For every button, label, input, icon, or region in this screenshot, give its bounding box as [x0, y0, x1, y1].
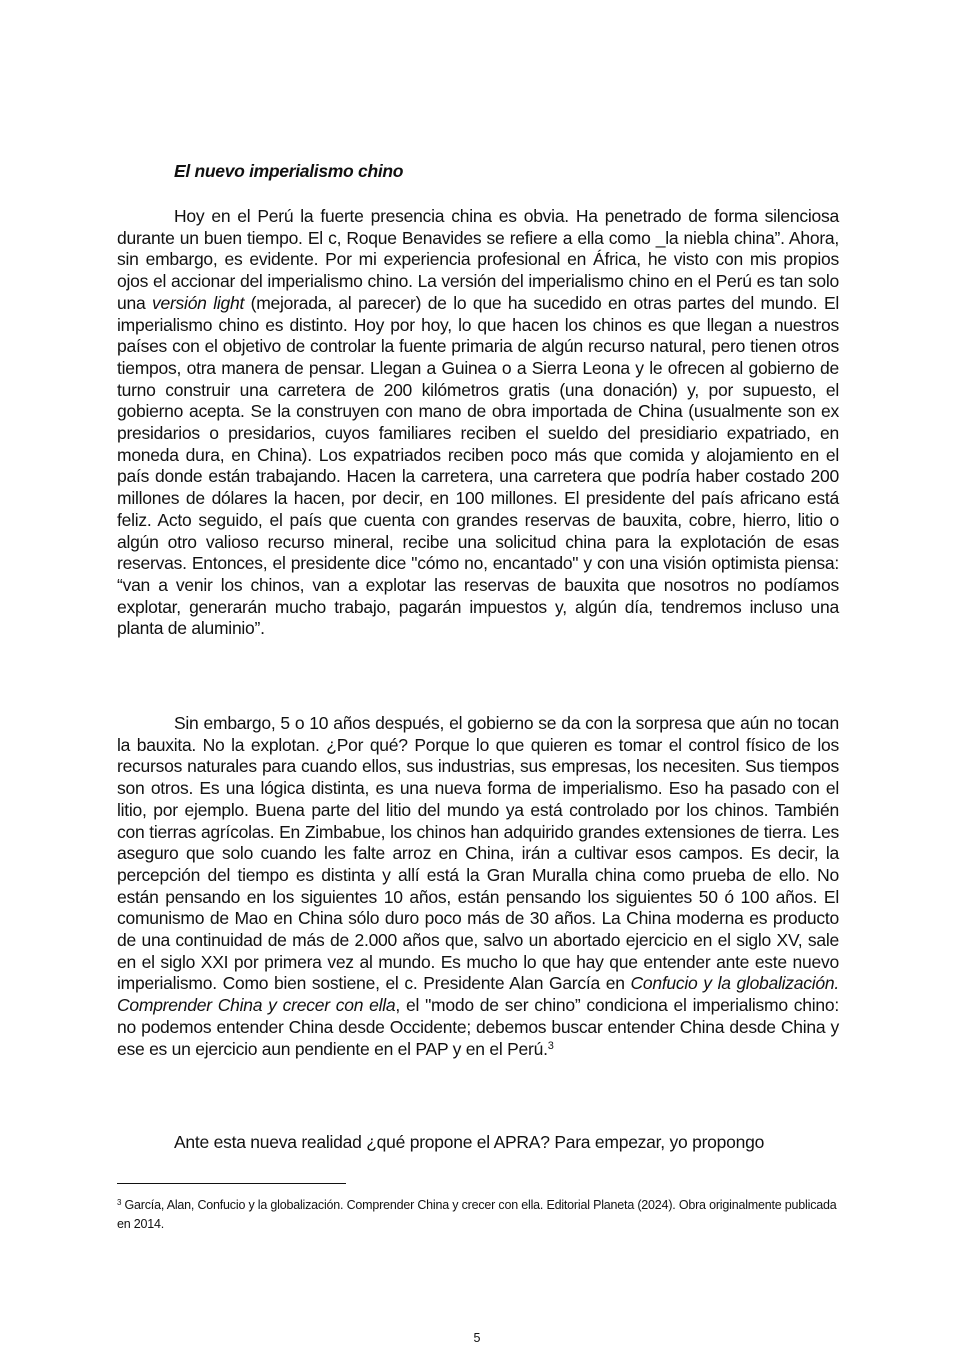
paragraph-1-text-b: (mejorada, al parecer) de lo que ha sucedido en otras partes del mundo. El imperialismo chino es distinto. Hoy por hoy, lo que hacen los chinos es que llegan a nuestros países con el objetivo de controlar la fuente primaria de algún recurso natural, pero tienen otros tiempos, otra manera de pensar. Llegan a Guinea o a Sierra Leona y le ofrecen al gobierno de turno construir una carretera de 200 kilómetros gratis (una donación) y, por supuesto, el gobierno acepta. Se la construyen con mano de obra importada de China (usualmente son ex presidarios o presidarios, cuyos familiares reciben el sueldo del presidiario expatriado, en moneda dura, en China). Los expatriados reciben poco más que comida y alojamiento en el país donde están trabajando. Hacen la carretera, una carretera que podría haber costado 200 millones de dólares la hacen, por decir, en 100 millones. El presidente del país africano está feliz. Acto seguido, el país que cuenta con grandes reservas de bauxita, cobre, hierro, litio o algún otro valioso recurso mineral, recibe una solicitud china para la explotación de esas reservas. Entonces, el presidente dice "cómo no, encantado" y con una visión optimista piensa: “van a venir los chinos, van a explotar las reservas de bauxita que nosotros no podíamos explotar, generarán mucho trabajo, pagarán impuestos y, algún día, tendremos incluso una planta de aluminio”.: [117, 292, 840, 639]
footnote-text: García, Alan, Confucio y la globalización. Comprender China y crecer con ella. Editorial Planeta (2024). Obra originalmente publicada en 2014.: [117, 1198, 837, 1231]
paragraph-2-text-b: , el "modo de ser chino” condiciona el imperialismo chino: no podemos entender China desde Occidente; debemos buscar entender China desde China y ese es un ejercicio aun pendiente en el PAP y en el Perú.: [117, 995, 840, 1059]
page-number: 5: [473, 1331, 481, 1345]
paragraph-2: [117, 713, 839, 1060]
section-heading: El nuevo imperialismo chino: [174, 161, 404, 181]
paragraph-1-italic-term: versión light: [152, 292, 245, 313]
paragraph-3: Ante esta nueva realidad ¿qué propone el APRA? Para empezar, yo propongo: [174, 1132, 765, 1152]
paragraph-1-text-a: Hoy en el Perú la fuerte presencia china es obvia. Ha penetrado de forma silenciosa durante un buen tiempo. El c, Roque Benavides se refiere a ella como _la niebla china”. Ahora, sin embargo, es evidente. Por mi experiencia profesional en África, he visto con mis propios ojos el accionar del imperialismo chino. La versión del imperialismo chino en el Perú es tan solo una: [117, 206, 839, 313]
footnote-separator: [117, 1183, 346, 1184]
paragraph-2-book-title: Confucio y la globalización. Comprender China y crecer con ella: [117, 973, 839, 1016]
paragraph-2-text-a: Sin embargo, 5 o 10 años después, el gobierno se da con la sorpresa que aún no tocan la bauxita. No la explotan. ¿Por qué? Porque lo que quieren es tomar el control físico de los recursos naturales para cuando ellos, sus industrias, sus empresas, los necesiten. Sus tiempos son otros. Es una lógica distinta, es una nueva forma de imperialismo. Eso ha pasado con el litio, por ejemplo. Buena parte del litio del mundo ya está controlado por los chinos. También con tierras agrícolas. En Zimbabue, los chinos han adquirido grandes extensiones de tierra. Les aseguro que solo cuando les falte arroz en China, irán a cultivar esos campos. Es decir, la percepción del tiempo es distinta y allí está la Gran Muralla china como prueba de ello. No están pensando en los siguientes 10 años, están pensando los siguientes 50 ó 100 años. El comunismo de Mao en China sólo duro poco más de 30 años. La China moderna es producto de una continuidad de más de 2.000 años que, salvo un abortado ejercicio en el siglo XV, sale en el siglo XXI por primera vez al mundo. Es mucho lo que hay que entender ante este nuevo imperialismo. Como bien sostiene, el c. Presidente Alan García en: [117, 713, 839, 994]
footnote-reference[interactable]: 3: [547, 1039, 554, 1052]
footnote-number: 3: [117, 1198, 122, 1207]
paragraph-1: [117, 206, 839, 640]
footnote: [117, 1196, 839, 1234]
